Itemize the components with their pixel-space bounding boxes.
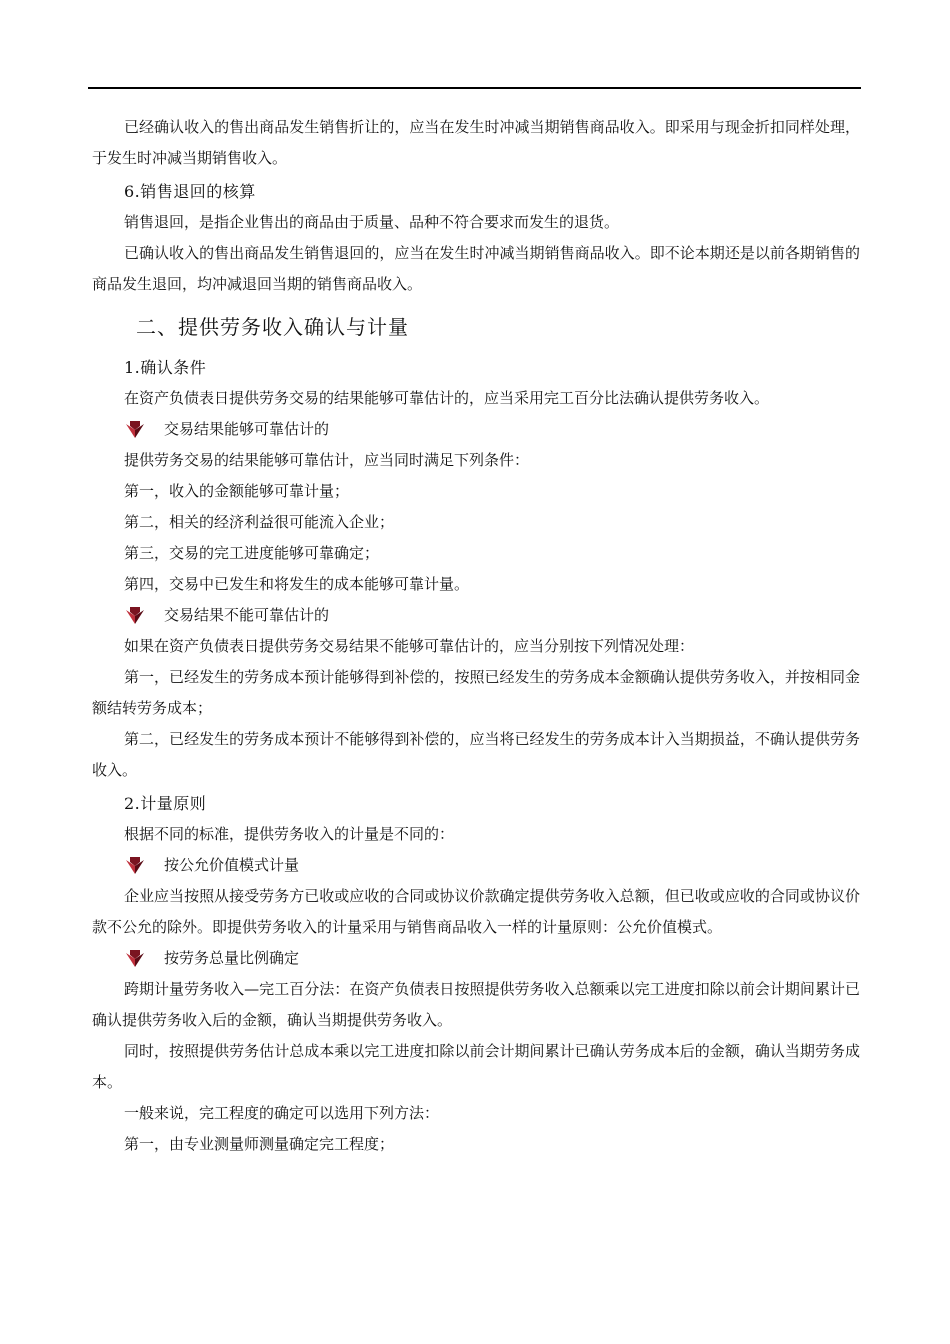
bullet-item — [92, 850, 860, 881]
paragraph: 已确认收入的售出商品发生销售退回的，应当在发生时冲减当期销售商品收入。即不论本期还是以前各期销售的商品发生退回，均冲减退回当期的销售商品收入。 — [92, 244, 860, 293]
document-body — [92, 112, 860, 1160]
subheading-1: 1.确认条件 — [124, 358, 207, 377]
paragraph: 企业应当按照从接受劳务方已收或应收的合同或协议价款确定提供劳务收入总额，但已收或应收的合同或协议价款不公允的除外。即提供劳务收入的计量采用与销售商品收入一样的计量原则：公允价值模式。 — [92, 887, 860, 936]
paragraph: 已经确认收入的售出商品发生销售折让的，应当在发生时冲减当期销售商品收入。即采用与现金折扣同样处理，于发生时冲减当期销售收入。 — [92, 118, 860, 167]
paragraph: 在资产负债表日提供劳务交易的结果能够可靠估计的，应当采用完工百分比法确认提供劳务收入。 — [124, 389, 770, 407]
arrow-bullet-icon — [124, 949, 146, 969]
paragraph: 销售退回，是指企业售出的商品由于质量、品种不符合要求而发生的退货。 — [124, 213, 620, 231]
paragraph: 同时，按照提供劳务估计总成本乘以完工进度扣除以前会计期间累计已确认劳务成本后的金额，确认当期劳务成本。 — [92, 1042, 860, 1091]
paragraph: 第一，已经发生的劳务成本预计能够得到补偿的，按照已经发生的劳务成本金额确认提供劳务收入，并按相同金额结转劳务成本； — [92, 668, 860, 717]
subheading-2: 2.计量原则 — [124, 794, 207, 813]
paragraph: 第一，由专业测量师测量确定完工程度； — [124, 1135, 395, 1153]
bullet-item — [92, 600, 860, 631]
paragraph: 第二，相关的经济利益很可能流入企业； — [124, 513, 395, 531]
subheading-6: 6.销售退回的核算 — [124, 182, 256, 201]
paragraph: 提供劳务交易的结果能够可靠估计，应当同时满足下列条件： — [124, 451, 530, 469]
paragraph: 根据不同的标准，提供劳务收入的计量是不同的： — [124, 825, 455, 843]
arrow-bullet-icon — [124, 420, 146, 440]
arrow-bullet-icon — [124, 606, 146, 626]
section-heading: 二、提供劳务收入确认与计量 — [136, 315, 409, 339]
arrow-bullet-icon — [124, 856, 146, 876]
bullet-label: 按劳务总量比例确定 — [164, 949, 300, 967]
paragraph: 第二，已经发生的劳务成本预计不能够得到补偿的，应当将已经发生的劳务成本计入当期损益，不确认提供劳务收入。 — [92, 730, 860, 779]
bullet-label: 按公允价值模式计量 — [164, 856, 300, 874]
bullet-label: 交易结果能够可靠估计的 — [164, 420, 330, 438]
header-rule — [88, 87, 861, 89]
paragraph: 第三，交易的完工进度能够可靠确定； — [124, 544, 380, 562]
bullet-item — [92, 414, 860, 445]
paragraph: 第一，收入的金额能够可靠计量； — [124, 482, 350, 500]
bullet-item — [92, 943, 860, 974]
paragraph: 如果在资产负债表日提供劳务交易结果不能够可靠估计的，应当分别按下列情况处理： — [124, 637, 695, 655]
paragraph: 一般来说，完工程度的确定可以选用下列方法： — [124, 1104, 440, 1122]
paragraph: 第四，交易中已发生和将发生的成本能够可靠计量。 — [124, 575, 470, 593]
bullet-label: 交易结果不能可靠估计的 — [164, 606, 330, 624]
paragraph: 跨期计量劳务收入—完工百分法：在资产负债表日按照提供劳务收入总额乘以完工进度扣除以前会计期间累计已确认提供劳务收入后的金额，确认当期提供劳务收入。 — [92, 980, 860, 1029]
